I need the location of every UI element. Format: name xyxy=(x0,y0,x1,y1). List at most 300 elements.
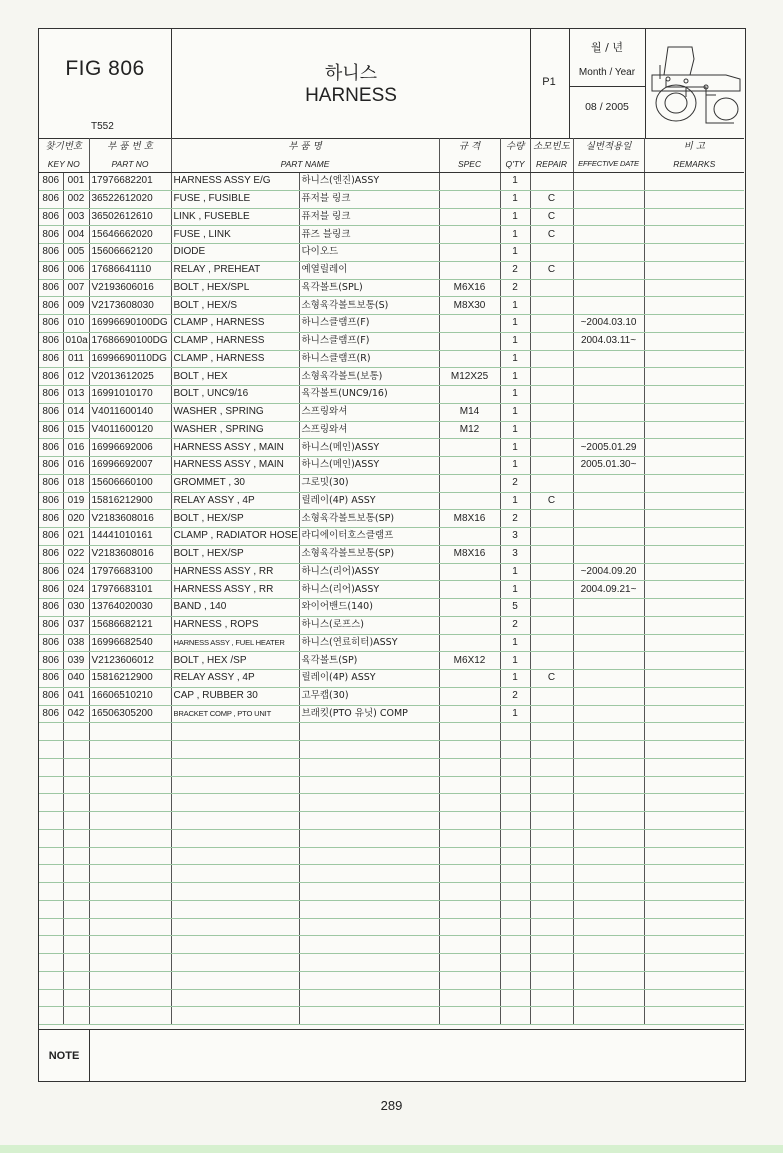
remarks-cell xyxy=(644,794,744,812)
effective-date-cell xyxy=(573,989,644,1007)
key-fig-cell: 806 xyxy=(39,599,63,617)
key-fig-cell xyxy=(39,883,63,901)
part-name-kr-cell: 소형육각볼트보통(S) xyxy=(299,297,439,315)
key-no-cell: 016 xyxy=(63,457,89,475)
table-row xyxy=(39,492,744,510)
repair-cell: C xyxy=(530,226,573,244)
key-fig-cell: 806 xyxy=(39,492,63,510)
part-name-en-cell: BOLT , HEX/SP xyxy=(171,545,299,563)
parts-sheet xyxy=(38,28,746,1082)
part-no-cell: 16506305200 xyxy=(89,705,171,723)
key-no-cell xyxy=(63,971,89,989)
table-row xyxy=(39,457,744,475)
key-fig-cell: 806 xyxy=(39,173,63,191)
effective-date-cell: 2004.03.11~ xyxy=(573,332,644,350)
effective-date-cell xyxy=(573,971,644,989)
qty-cell: 1 xyxy=(500,332,530,350)
remarks-cell xyxy=(644,226,744,244)
part-name-en-cell xyxy=(171,794,299,812)
repair-cell: C xyxy=(530,208,573,226)
repair-cell xyxy=(530,652,573,670)
key-no-cell: 024 xyxy=(63,563,89,581)
effective-date-cell xyxy=(573,723,644,741)
key-fig-cell: 806 xyxy=(39,190,63,208)
figure-number: FIG 806 xyxy=(65,57,145,80)
key-no-cell xyxy=(63,776,89,794)
qty-cell xyxy=(500,758,530,776)
key-no-cell: 006 xyxy=(63,261,89,279)
qty-cell: 1 xyxy=(500,457,530,475)
note-label: NOTE xyxy=(39,1030,90,1082)
effective-date-cell: 2004.09.21~ xyxy=(573,581,644,599)
part-name-en-cell xyxy=(171,1007,299,1025)
effective-date-cell xyxy=(573,474,644,492)
part-no-cell: 17976683100 xyxy=(89,563,171,581)
qty-cell: 1 xyxy=(500,581,530,599)
remarks-cell xyxy=(644,954,744,972)
effective-date-cell: ~2004.03.10 xyxy=(573,315,644,333)
key-no-cell: 018 xyxy=(63,474,89,492)
table-row xyxy=(39,634,744,652)
remarks-cell xyxy=(644,297,744,315)
part-no-cell: V2183608016 xyxy=(89,545,171,563)
table-row xyxy=(39,315,744,333)
qty-cell xyxy=(500,794,530,812)
qty-cell: 1 xyxy=(500,563,530,581)
key-fig-cell: 806 xyxy=(39,350,63,368)
part-name-en-cell: RELAY ASSY , 4P xyxy=(171,670,299,688)
part-name-kr-cell: 브래킷(PTO 유닛) COMP xyxy=(299,705,439,723)
part-no-cell xyxy=(89,971,171,989)
part-name-kr-cell: 릴레이(4P) ASSY xyxy=(299,492,439,510)
key-no-cell: 012 xyxy=(63,368,89,386)
part-name-en-cell: BAND , 140 xyxy=(171,599,299,617)
part-no-cell xyxy=(89,723,171,741)
part-no-cell: 16996692006 xyxy=(89,439,171,457)
part-name-en-cell xyxy=(171,741,299,759)
empty-row xyxy=(39,741,744,759)
part-no-cell xyxy=(89,883,171,901)
part-name-kr-cell xyxy=(299,776,439,794)
effective-date-cell xyxy=(573,865,644,883)
empty-row xyxy=(39,989,744,1007)
part-name-kr-cell: 하니스(리어)ASSY xyxy=(299,563,439,581)
key-fig-cell: 806 xyxy=(39,279,63,297)
spec-cell xyxy=(439,315,500,333)
part-name-kr-cell: 하니스(메인)ASSY xyxy=(299,439,439,457)
key-fig-cell xyxy=(39,954,63,972)
remarks-cell xyxy=(644,616,744,634)
col-part: PART NO xyxy=(89,155,171,173)
spec-cell: M14 xyxy=(439,403,500,421)
remarks-cell xyxy=(644,563,744,581)
empty-row xyxy=(39,758,744,776)
part-no-cell: 16606510210 xyxy=(89,687,171,705)
table-row xyxy=(39,474,744,492)
key-fig-cell: 806 xyxy=(39,581,63,599)
spec-cell xyxy=(439,226,500,244)
month-year-label: Month / Year xyxy=(578,67,636,78)
key-no-cell: 015 xyxy=(63,421,89,439)
part-no-cell: 15816212900 xyxy=(89,492,171,510)
tractor-diagram-icon xyxy=(646,35,744,131)
part-name-en-cell: HARNESS ASSY , FUEL HEATER xyxy=(171,634,299,652)
key-fig-cell xyxy=(39,758,63,776)
part-name-kr-cell: 고무캡(30) xyxy=(299,687,439,705)
col-date: EFFECTIVE DATE xyxy=(573,155,644,173)
spec-cell xyxy=(439,758,500,776)
key-fig-cell: 806 xyxy=(39,634,63,652)
part-name-kr-cell: 스프링와셔 xyxy=(299,403,439,421)
part-name-en-cell: CLAMP , HARNESS xyxy=(171,332,299,350)
key-fig-cell xyxy=(39,865,63,883)
remarks-cell xyxy=(644,652,744,670)
col-part-kr: 부 품 번 호 xyxy=(89,138,171,155)
parts-table-body xyxy=(39,138,744,1025)
part-name-kr-cell: 퓨저블 링크 xyxy=(299,208,439,226)
part-name-kr-cell xyxy=(299,741,439,759)
repair-cell xyxy=(530,581,573,599)
spec-cell xyxy=(439,670,500,688)
spec-cell xyxy=(439,918,500,936)
qty-cell xyxy=(500,1007,530,1025)
key-fig-cell: 806 xyxy=(39,332,63,350)
part-no-cell xyxy=(89,954,171,972)
key-no-cell xyxy=(63,723,89,741)
effective-date-cell xyxy=(573,244,644,262)
effective-date-cell xyxy=(573,510,644,528)
remarks-cell xyxy=(644,741,744,759)
key-no-cell xyxy=(63,812,89,830)
page-edge xyxy=(0,1145,783,1153)
repair-cell xyxy=(530,599,573,617)
part-name-kr-cell: 소형육각볼트보통(SP) xyxy=(299,510,439,528)
part-name-en-cell xyxy=(171,776,299,794)
remarks-cell xyxy=(644,545,744,563)
part-name-kr-cell: 하니스(연료히터)ASSY xyxy=(299,634,439,652)
qty-cell xyxy=(500,954,530,972)
month-year-value: 08 / 2005 xyxy=(585,101,629,113)
key-no-cell xyxy=(63,918,89,936)
part-no-cell: V4011600120 xyxy=(89,421,171,439)
remarks-cell xyxy=(644,900,744,918)
part-name-en-cell: RELAY , PREHEAT xyxy=(171,261,299,279)
repair-cell xyxy=(530,758,573,776)
effective-date-cell xyxy=(573,705,644,723)
qty-cell xyxy=(500,865,530,883)
repair-cell xyxy=(530,634,573,652)
part-no-cell xyxy=(89,741,171,759)
table-row xyxy=(39,279,744,297)
spec-cell: M8X16 xyxy=(439,510,500,528)
part-name-en-cell: HARNESS ASSY , RR xyxy=(171,563,299,581)
spec-cell: M6X16 xyxy=(439,279,500,297)
effective-date-cell xyxy=(573,883,644,901)
part-no-cell: 16996690100DG xyxy=(89,315,171,333)
repair-cell xyxy=(530,1007,573,1025)
key-fig-cell xyxy=(39,847,63,865)
effective-date-cell xyxy=(573,208,644,226)
part-name-en-cell xyxy=(171,989,299,1007)
table-row xyxy=(39,297,744,315)
effective-date-cell xyxy=(573,847,644,865)
part-no-cell xyxy=(89,758,171,776)
remarks-cell xyxy=(644,368,744,386)
spec-cell xyxy=(439,741,500,759)
key-no-cell: 040 xyxy=(63,670,89,688)
spec-cell xyxy=(439,563,500,581)
header-row-korean xyxy=(39,138,744,155)
part-name-en-cell: LINK , FUSEBLE xyxy=(171,208,299,226)
part-no-cell: V4011600140 xyxy=(89,403,171,421)
remarks-cell xyxy=(644,634,744,652)
col-repair: REPAIR xyxy=(530,155,573,173)
part-no-cell xyxy=(89,1007,171,1025)
effective-date-cell xyxy=(573,368,644,386)
part-no-cell: 17686690100DG xyxy=(89,332,171,350)
key-no-cell: 038 xyxy=(63,634,89,652)
qty-cell: 3 xyxy=(500,528,530,546)
part-name-kr-cell: 소형육각볼트보통(SP) xyxy=(299,545,439,563)
key-no-cell: 042 xyxy=(63,705,89,723)
part-no-cell xyxy=(89,812,171,830)
key-no-cell xyxy=(63,954,89,972)
repair-cell xyxy=(530,510,573,528)
part-name-kr-cell: 육각볼트(SPL) xyxy=(299,279,439,297)
repair-cell xyxy=(530,368,573,386)
effective-date-cell xyxy=(573,900,644,918)
part-no-cell: 13764020030 xyxy=(89,599,171,617)
key-fig-cell: 806 xyxy=(39,226,63,244)
table-row xyxy=(39,705,744,723)
part-name-kr-cell: 라디에이터호스클램프 xyxy=(299,528,439,546)
key-fig-cell: 806 xyxy=(39,474,63,492)
part-name-kr-cell xyxy=(299,847,439,865)
effective-date-cell xyxy=(573,1007,644,1025)
part-name-en-cell: RELAY ASSY , 4P xyxy=(171,492,299,510)
part-name-kr-cell: 와이어밴드(140) xyxy=(299,599,439,617)
part-no-cell: 17976682201 xyxy=(89,173,171,191)
remarks-cell xyxy=(644,386,744,404)
qty-cell: 3 xyxy=(500,545,530,563)
key-no-cell: 007 xyxy=(63,279,89,297)
spec-cell xyxy=(439,492,500,510)
part-name-en-cell: BOLT , UNC9/16 xyxy=(171,386,299,404)
key-no-cell xyxy=(63,1007,89,1025)
repair-cell xyxy=(530,829,573,847)
part-name-en-cell: FUSE , FUSIBLE xyxy=(171,190,299,208)
key-no-cell xyxy=(63,758,89,776)
spec-cell xyxy=(439,599,500,617)
spec-cell xyxy=(439,829,500,847)
part-name-kr-cell: 육각볼트(UNC9/16) xyxy=(299,386,439,404)
repair-cell xyxy=(530,847,573,865)
part-name-kr-cell xyxy=(299,900,439,918)
table-row xyxy=(39,439,744,457)
repair-cell xyxy=(530,474,573,492)
spec-cell xyxy=(439,865,500,883)
col-name-kr: 부 품 명 xyxy=(171,138,439,155)
key-no-cell: 021 xyxy=(63,528,89,546)
key-fig-cell xyxy=(39,989,63,1007)
repair-cell: C xyxy=(530,261,573,279)
page-number: 289 xyxy=(380,1098,403,1113)
spec-cell xyxy=(439,261,500,279)
effective-date-cell: ~2005.01.29 xyxy=(573,439,644,457)
qty-cell: 1 xyxy=(500,315,530,333)
part-no-cell xyxy=(89,936,171,954)
repair-cell xyxy=(530,616,573,634)
qty-cell xyxy=(500,847,530,865)
col-key: KEY NO xyxy=(39,155,89,173)
part-name-en-cell: HARNESS ASSY , MAIN xyxy=(171,439,299,457)
part-name-en-cell xyxy=(171,883,299,901)
part-name-en-cell: CLAMP , HARNESS xyxy=(171,315,299,333)
key-no-cell: 002 xyxy=(63,190,89,208)
qty-cell: 2 xyxy=(500,510,530,528)
key-no-cell: 016 xyxy=(63,439,89,457)
key-fig-cell: 806 xyxy=(39,670,63,688)
repair-cell xyxy=(530,457,573,475)
effective-date-cell xyxy=(573,492,644,510)
remarks-cell xyxy=(644,244,744,262)
repair-cell xyxy=(530,439,573,457)
effective-date-cell xyxy=(573,670,644,688)
empty-row xyxy=(39,794,744,812)
part-name-en-cell: CLAMP , RADIATOR HOSE xyxy=(171,528,299,546)
remarks-cell xyxy=(644,829,744,847)
spec-cell xyxy=(439,244,500,262)
spec-cell xyxy=(439,936,500,954)
part-name-kr-cell: 하니스(엔진)ASSY xyxy=(299,173,439,191)
spec-cell xyxy=(439,723,500,741)
part-name-en-cell: HARNESS , ROPS xyxy=(171,616,299,634)
empty-row xyxy=(39,776,744,794)
part-name-en-cell: BOLT , HEX/SPL xyxy=(171,279,299,297)
qty-cell: 1 xyxy=(500,190,530,208)
remarks-cell xyxy=(644,936,744,954)
effective-date-cell xyxy=(573,794,644,812)
repair-cell xyxy=(530,244,573,262)
table-row xyxy=(39,581,744,599)
repair-cell xyxy=(530,723,573,741)
repair-cell xyxy=(530,528,573,546)
empty-row xyxy=(39,723,744,741)
key-no-cell xyxy=(63,847,89,865)
model-code: T552 xyxy=(91,121,114,132)
empty-row xyxy=(39,865,744,883)
part-name-en-cell xyxy=(171,758,299,776)
key-fig-cell: 806 xyxy=(39,705,63,723)
qty-cell xyxy=(500,971,530,989)
remarks-cell xyxy=(644,705,744,723)
table-row xyxy=(39,599,744,617)
part-name-en-cell xyxy=(171,971,299,989)
qty-cell: 2 xyxy=(500,474,530,492)
spec-cell xyxy=(439,687,500,705)
col-remarks-kr: 비 고 xyxy=(644,138,744,155)
spec-cell xyxy=(439,173,500,191)
key-fig-cell: 806 xyxy=(39,297,63,315)
key-fig-cell xyxy=(39,812,63,830)
spec-cell xyxy=(439,457,500,475)
month-year-divider xyxy=(569,86,645,87)
empty-row xyxy=(39,1007,744,1025)
spec-cell: M12X25 xyxy=(439,368,500,386)
repair-cell xyxy=(530,563,573,581)
effective-date-cell xyxy=(573,741,644,759)
part-name-en-cell xyxy=(171,936,299,954)
spec-cell xyxy=(439,528,500,546)
key-no-cell: 001 xyxy=(63,173,89,191)
part-no-cell: 36502612610 xyxy=(89,208,171,226)
part-name-kr-cell xyxy=(299,829,439,847)
part-name-en-cell: HARNESS ASSY E/G xyxy=(171,173,299,191)
repair-cell xyxy=(530,421,573,439)
table-row xyxy=(39,190,744,208)
part-no-cell: 16996690110DG xyxy=(89,350,171,368)
effective-date-cell xyxy=(573,599,644,617)
repair-cell xyxy=(530,687,573,705)
key-no-cell: 022 xyxy=(63,545,89,563)
table-row xyxy=(39,652,744,670)
repair-cell xyxy=(530,865,573,883)
empty-row xyxy=(39,971,744,989)
key-no-cell: 041 xyxy=(63,687,89,705)
effective-date-cell xyxy=(573,829,644,847)
part-name-en-cell: CLAMP , HARNESS xyxy=(171,350,299,368)
key-fig-cell: 806 xyxy=(39,315,63,333)
part-name-en-cell xyxy=(171,723,299,741)
key-no-cell: 009 xyxy=(63,297,89,315)
repair-cell xyxy=(530,812,573,830)
repair-cell: C xyxy=(530,492,573,510)
part-name-kr-cell xyxy=(299,794,439,812)
repair-cell: C xyxy=(530,670,573,688)
part-name-kr-cell: 하니스클램프(F) xyxy=(299,332,439,350)
key-no-cell: 013 xyxy=(63,386,89,404)
repair-cell xyxy=(530,173,573,191)
remarks-cell xyxy=(644,315,744,333)
part-no-cell xyxy=(89,865,171,883)
part-no-cell: V2013612025 xyxy=(89,368,171,386)
key-no-cell: 039 xyxy=(63,652,89,670)
table-row xyxy=(39,421,744,439)
part-name-en-cell: BRACKET COMP , PTO UNIT xyxy=(171,705,299,723)
key-no-cell xyxy=(63,829,89,847)
repair-cell xyxy=(530,741,573,759)
key-fig-cell: 806 xyxy=(39,563,63,581)
effective-date-cell: 2005.01.30~ xyxy=(573,457,644,475)
effective-date-cell xyxy=(573,297,644,315)
repair-cell xyxy=(530,776,573,794)
remarks-cell xyxy=(644,439,744,457)
remarks-cell xyxy=(644,971,744,989)
part-name-kr-cell: 하니스클램프(F) xyxy=(299,315,439,333)
part-name-en-cell xyxy=(171,829,299,847)
part-name-en-cell: DIODE xyxy=(171,244,299,262)
qty-cell: 1 xyxy=(500,208,530,226)
spec-cell xyxy=(439,794,500,812)
part-no-cell xyxy=(89,794,171,812)
table-row xyxy=(39,687,744,705)
table-row xyxy=(39,616,744,634)
title-korean: 하니스 xyxy=(324,63,378,84)
key-fig-cell: 806 xyxy=(39,687,63,705)
part-name-kr-cell: 퓨저블 링크 xyxy=(299,190,439,208)
part-name-en-cell: BOLT , HEX /SP xyxy=(171,652,299,670)
remarks-cell xyxy=(644,457,744,475)
